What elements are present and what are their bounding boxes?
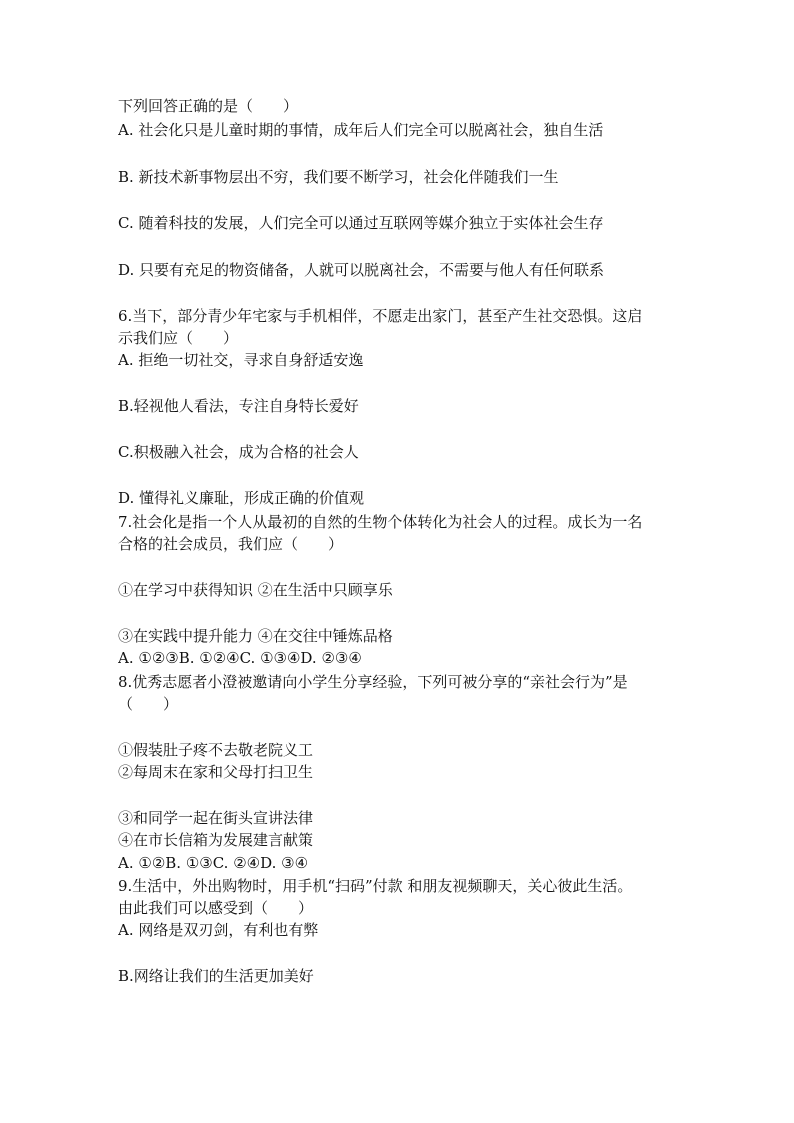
q6-option-c: C.积极融入社会，成为合格的社会人 bbox=[118, 443, 359, 461]
q5-option-a: A. 社会化只是儿童时期的事情，成年后人们完全可以脱离社会，独自生活 bbox=[118, 121, 604, 139]
q8-item-2: ②每周末在家和父母打扫卫生 bbox=[118, 763, 314, 781]
q8-stem-line2: （ ） bbox=[118, 695, 179, 713]
q7-options: A. ①②③B. ①②④C. ①③④D. ②③④ bbox=[118, 649, 362, 667]
q7-items-3-4: ③在实践中提升能力 ④在交往中锤炼品格 bbox=[118, 627, 393, 645]
q6-option-d: D. 懂得礼义廉耻，形成正确的价值观 bbox=[118, 489, 365, 507]
q9-option-b: B.网络让我们的生活更加美好 bbox=[118, 967, 314, 985]
q9-option-a: A. 网络是双刃剑，有利也有弊 bbox=[118, 921, 319, 939]
q8-item-1: ①假装肚子疼不去敬老院义工 bbox=[118, 741, 314, 759]
q7-items-1-2: ①在学习中获得知识 ②在生活中只顾享乐 bbox=[118, 581, 393, 599]
q7-stem-line2: 合格的社会成员，我们应（ ） bbox=[118, 535, 344, 553]
q8-options: A. ①②B. ①③C. ②④D. ③④ bbox=[118, 854, 309, 872]
q8-stem-line1: 8.优秀志愿者小澄被邀请向小学生分享经验，下列可被分享的“亲社会行为”是 bbox=[118, 673, 628, 691]
q9-stem-line1: 9.生活中，外出购物时，用手机“扫码”付款 和朋友视频聊天，关心彼此生活。 bbox=[118, 877, 633, 895]
q5-stem-tail: 下列回答正确的是（ ） bbox=[118, 97, 299, 115]
q6-stem-line1: 6.当下，部分青少年宅家与手机相伴，不愿走出家门，甚至产生社交恐惧。这启 bbox=[118, 307, 643, 325]
q5-option-c: C. 随着科技的发展，人们完全可以通过互联网等媒介独立于实体社会生存 bbox=[118, 214, 604, 232]
q8-item-3: ③和同学一起在街头宣讲法律 bbox=[118, 809, 314, 827]
q7-stem-line1: 7.社会化是指一个人从最初的自然的生物个体转化为社会人的过程。成长为一名 bbox=[118, 513, 643, 531]
q9-stem-line2: 由此我们可以感受到（ ） bbox=[118, 899, 314, 917]
q5-option-b: B. 新技术新事物层出不穷，我们要不断学习，社会化伴随我们一生 bbox=[118, 168, 559, 186]
q8-item-4: ④在市长信箱为发展建言献策 bbox=[118, 831, 314, 849]
q6-stem-line2: 示我们应（ ） bbox=[118, 329, 239, 347]
q6-option-a: A. 拒绝一切社交，寻求自身舒适安逸 bbox=[118, 351, 364, 369]
q6-option-b: B.轻视他人看法，专注自身特长爱好 bbox=[118, 397, 359, 415]
q5-option-d: D. 只要有充足的物资储备，人就可以脱离社会，不需要与他人有任何联系 bbox=[118, 261, 605, 279]
